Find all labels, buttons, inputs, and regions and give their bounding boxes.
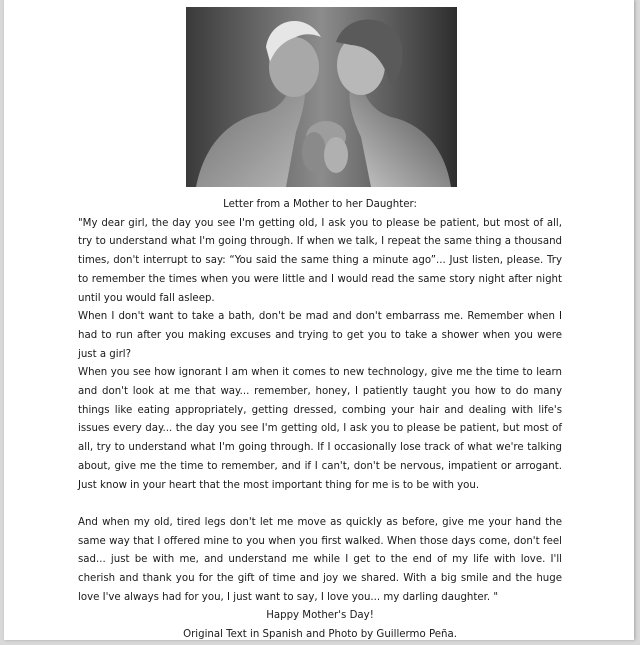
photo-illustration (186, 7, 457, 187)
letter-title: Letter from a Mother to her Daughter: (223, 199, 417, 210)
letter-body (78, 196, 562, 645)
letter-paragraph-1: "My dear girl, the day you see I'm getting old, I ask you to please be patient, but most of all, try to understand what I'm going through. If when we talk, I repeat the same thing a thousand times, don't interrupt to say: “You said the same thing a minute ago”... Just listen, please. Try to remember the times when you were little and I would read the same story night after night until you would fall asleep. (78, 217, 562, 304)
letter-paragraph-3: When you see how ignorant I am when it comes to new technology, give me the time to learn and don't look at me that way... remember, honey, I patiently taught you how to do many things like eating appropriately, getting dressed, combing your hair and dealing with life's issues every day... the day you see I'm getting old, I ask you to please be patient, but most of all, try to understand what I'm going through. If I occasionally lose track of what we're talking about, give me the time to remember, and if I can't, don't be nervous, impatient or arrogant. Just know in your heart that the most important thing for me is to be with you. (78, 367, 562, 491)
letter-credit: Original Text in Spanish and Photo by Guillermo Peña. (183, 629, 457, 641)
letter-paragraph-4: And when my old, tired legs don't let me move as quickly as before, give me your hand the same way that I offered mine to you when you first walked. When those days come, don't feel sad... just be with me, and understand me while I get to the end of my life with love. I'll cherish and thank you for the gift of time and joy we shared. With a big smile and the huge love I've always had for you, I just want to say, I love you... my darling daughter. " (78, 516, 562, 603)
paragraph-spacer (78, 495, 562, 514)
mother-daughter-photo (186, 7, 457, 187)
document-page (4, 0, 634, 640)
letter-paragraph-2: When I don't want to take a bath, don't be mad and don't embarrass me. Remember when I had to run after you making excuses and trying to get you to take a shower when you were just a girl? (78, 311, 562, 360)
letter-closing: Happy Mother's Day! (266, 610, 374, 622)
